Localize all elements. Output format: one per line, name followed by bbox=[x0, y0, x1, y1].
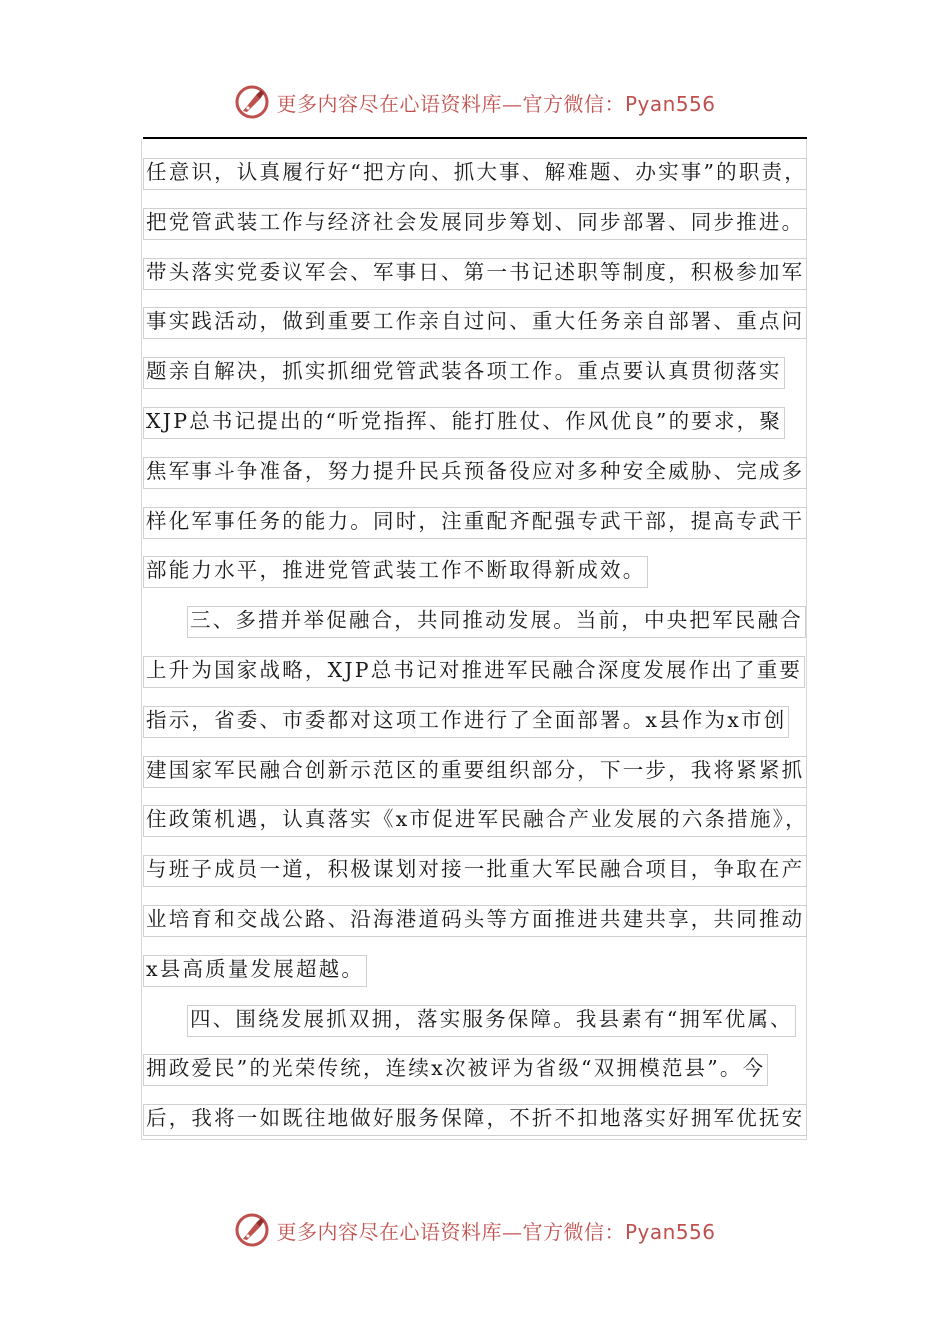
text-line bbox=[146, 945, 808, 995]
text-line bbox=[146, 497, 808, 547]
line-text: 题亲自解决，抓实抓细党管武装各项工作。重点要认真贯彻落实 bbox=[146, 359, 782, 384]
text-line bbox=[146, 347, 808, 397]
text-line bbox=[146, 596, 808, 646]
line-text: 住政策机遇，认真落实《x市促进军民融合产业发展的六条措施》， bbox=[146, 807, 808, 832]
line-text: 带头落实党委议军会、军事日、第一书记述职等制度，积极参加军 bbox=[146, 259, 805, 284]
text-line bbox=[146, 397, 808, 447]
text-line bbox=[146, 1094, 808, 1144]
line-text: 指示，省委、市委都对这项工作进行了全面部署。x县作为x市创 bbox=[146, 707, 787, 732]
text-line bbox=[146, 198, 808, 248]
line-text: 四、围绕发展抓双拥，落实服务保障。我县素有“拥军优属、 bbox=[190, 1006, 793, 1031]
line-text: 后，我将一如既往地做好服务保障，不折不扣地落实好拥军优抚安 bbox=[146, 1106, 805, 1131]
banner-text: 更多内容尽在心语资料库—官方微信：Pyan556 bbox=[276, 1219, 716, 1244]
text-line bbox=[146, 546, 808, 596]
line-text: 三、多措并举促融合，共同推动发展。当前，中央把军民融合 bbox=[190, 608, 803, 633]
line-text: 样化军事任务的能力。同时，注重配齐配强专武干部，提高专武干 bbox=[146, 508, 805, 533]
line-text: x县高质量发展超越。 bbox=[146, 956, 365, 981]
line-text: 与班子成员一道，积极谋划对接一批重大军民融合项目，争取在产 bbox=[146, 857, 805, 882]
fountain-pen-logo-icon bbox=[234, 84, 270, 120]
text-line bbox=[146, 845, 808, 895]
line-text: 事实践活动，做到重要工作亲自过问、重大任务亲自部署、重点问 bbox=[146, 309, 805, 334]
text-line bbox=[146, 795, 808, 845]
line-text: 任意识，认真履行好“把方向、抓大事、解难题、办实事”的职责， bbox=[146, 160, 807, 184]
text-line bbox=[146, 995, 808, 1045]
line-text: 上升为国家战略，XJP总书记对推进军民融合深度发展作出了重要 bbox=[146, 657, 803, 682]
footer-banner bbox=[0, 1208, 950, 1252]
line-text: XJP总书记提出的“听党指挥、能打胜仗、作风优良”的要求，聚 bbox=[146, 408, 783, 433]
line-text: 部能力水平，推进党管武装工作不断取得新成效。 bbox=[146, 558, 646, 583]
banner-text: 更多内容尽在心语资料库—官方微信：Pyan556 bbox=[276, 91, 716, 116]
header-banner bbox=[0, 80, 950, 124]
text-line bbox=[146, 696, 808, 746]
text-line bbox=[146, 447, 808, 497]
text-line bbox=[146, 148, 808, 198]
line-text: 业培育和交战公路、沿海港道码头等方面推进共建共享，共同推动 bbox=[146, 906, 805, 931]
text-line bbox=[146, 646, 808, 696]
line-text: 焦军事斗争准备，努力提升民兵预备役应对多种安全威胁、完成多 bbox=[146, 458, 805, 483]
text-line bbox=[146, 248, 808, 298]
line-text: 建国家军民融合创新示范区的重要组织部分，下一步，我将紧紧抓 bbox=[146, 757, 805, 782]
line-text: 把党管武装工作与经济社会发展同步筹划、同步部署、同步推进。 bbox=[146, 209, 805, 234]
document-body bbox=[146, 148, 808, 1144]
fountain-pen-logo-icon bbox=[234, 1212, 270, 1248]
text-line bbox=[146, 746, 808, 796]
line-text: 拥政爱民”的光荣传统，连续x次被评为省级“双拥模范县”。今 bbox=[146, 1056, 766, 1081]
text-line bbox=[146, 895, 808, 945]
text-line bbox=[146, 297, 808, 347]
text-line bbox=[146, 1044, 808, 1094]
